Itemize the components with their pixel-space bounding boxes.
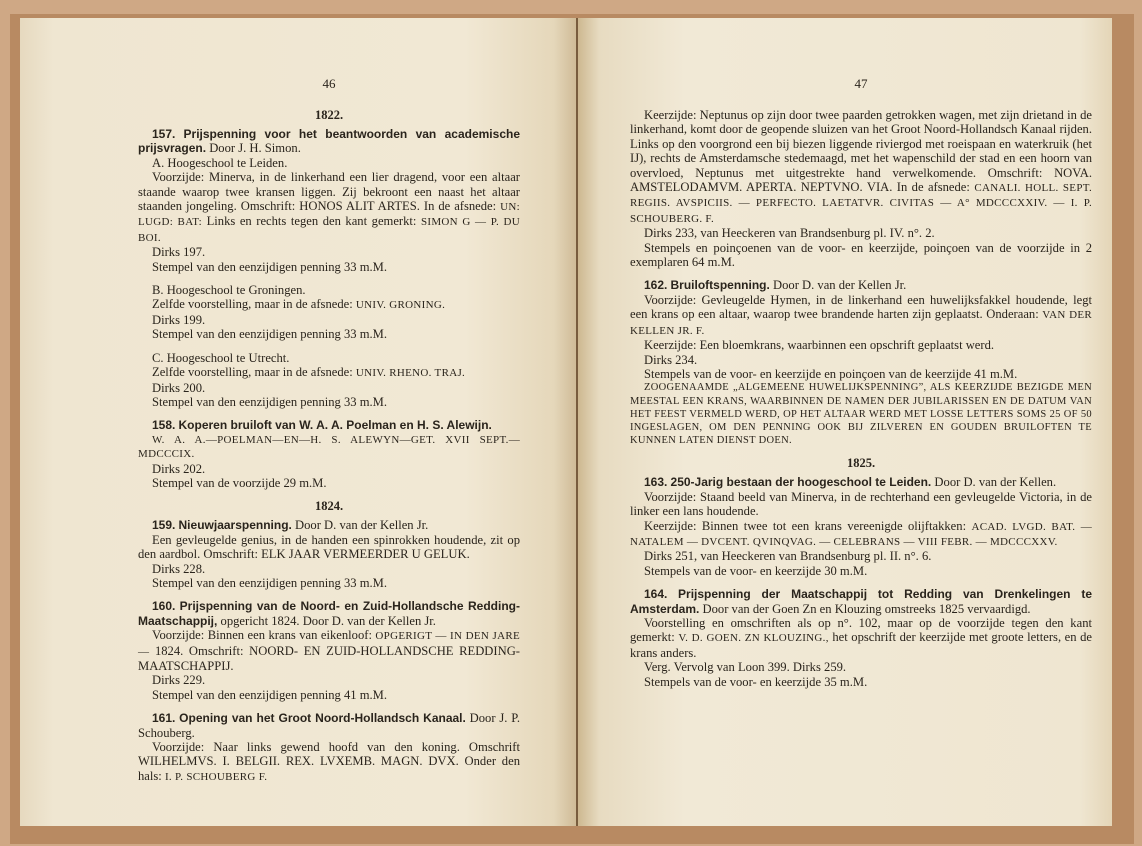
entry-signature: SIMON G — P. DU BOI. <box>138 216 520 244</box>
entry-obverse: Voorzijde: Naar links gewend hoofd van den koning. Omschrift WILHELMVS. I. BELGII. REX. LVXEMB. MAGN. DVX. Onder den hals: <box>138 740 520 783</box>
entry-exergue: UNIV. GRONING. <box>355 299 446 312</box>
entry-162 <box>630 278 1092 447</box>
entry-maker: Door J. H. Simon. <box>209 141 301 156</box>
entry-number: 158. <box>152 418 176 433</box>
entry-reference: Verg. Vervolg van Loon 399. Dirks 259. <box>644 660 847 675</box>
entry-number: 161. <box>152 711 176 726</box>
entry-signature: V. D. GOEN. ZN KLOUZING., <box>678 632 829 645</box>
entry-number: 163. <box>644 475 668 490</box>
year-heading: 1825. <box>846 456 876 471</box>
entry-inscription: OPGERIGT — IN DEN JARE — <box>138 630 520 658</box>
entry-157 <box>138 127 520 274</box>
entry-164 <box>630 587 1092 689</box>
entry-reverse: Keerzijde: Een bloemkrans, waarbinnen een opschrift geplaatst werd. <box>644 338 995 353</box>
entry-title: 250-Jarig bestaan der hoogeschool te Leiden. <box>670 475 932 490</box>
entry-number: 159. <box>152 518 176 533</box>
entry-die: Stempels van de voor- en keerzijde en poinçoen van de keerzijde 41 m.M. <box>644 366 1018 381</box>
entry-dirks: Dirks 228. <box>152 561 206 576</box>
entry-159 <box>138 518 520 590</box>
entry-text: 1824. Omschrift: NOORD- EN ZUID-HOLLANDSCHE REDDING-MAATSCHAPPIJ. <box>138 643 520 673</box>
entry-157c <box>138 351 520 410</box>
entry-maker: Door van der Goen Zn en Klouzing omstreeks 1825 vervaardigd. <box>702 601 1031 616</box>
entry-note: ZOOGENAAMDE „ALGEMEENE HUWELIJKSPENNING”, ALS KEERZIJDE BEZIGDE MEN MEESTAL EEN KRANS, WAARBINNEN DE NAMEN DER JUBILARISSEN EN DE DATUM VAN HET FEEST VERMELD WERD, OP HET ALTAAR WERD MET LOSSE LETTERS SOMS 25 OF 50 INGESLAGEN, OM DEN PENNING OOK BIJ ZILVEREN EN GOUDEN BRUILOFTEN TE KUNNEN LATEN DIENST DOEN. <box>630 382 1092 447</box>
entry-number: 157. <box>152 127 176 141</box>
entry-maker: Door D. van der Kellen Jr. <box>773 278 907 293</box>
entry-obverse: Voorzijde: Binnen een krans van eikenloof: <box>152 628 372 643</box>
entry-die: Stempel van den eenzijdigen penning 33 m.M. <box>152 394 388 409</box>
entry-maker: opgericht 1824. Door D. van der Kellen Jr. <box>220 613 436 628</box>
entry-title: Opening van het Groot Noord-Hollandsch Kanaal. <box>179 711 466 726</box>
entry-title: Koperen bruiloft van W. A. A. Poelman en H. S. Alewijn. <box>178 418 492 433</box>
entry-body: Een gevleugelde genius, in de handen een spinrokken houdende, zit op den aardbol. Omschrift: ELK JAAR VERMEERDER U GELUK. <box>138 532 520 562</box>
entry-title: Prijspenning van de Noord- en Zuid-Hollandsche Redding-Maatschappij, <box>138 599 520 628</box>
entry-title: Prijspenning voor het beantwoorden van academische prijsvragen. <box>138 127 520 156</box>
entry-161 <box>138 711 520 784</box>
entry-text: Zelfde voorstelling, maar in de afsnede: <box>152 297 353 312</box>
entry-dirks: Dirks 200. <box>152 380 206 395</box>
entry-163 <box>630 475 1092 578</box>
entry-dirks: Dirks 229. <box>152 673 206 688</box>
year-heading: 1822. <box>314 108 344 122</box>
right-page <box>578 18 1112 826</box>
entry-description: Voorstelling en omschriften als op n°. 102, maar op de voorzijde tegen den kant gemerkt: <box>630 615 1092 645</box>
entry-title: Nieuwjaarspenning. <box>178 518 292 533</box>
entry-title: Prijspenning der Maatschappij tot Redding van Drenkelingen te Amsterdam. <box>630 587 1093 616</box>
entry-160 <box>138 599 520 702</box>
entry-inscription: W. A. A.—POELMAN—EN—H. S. ALEWYN—GET. XVII SEPT.—MDCCCIX. <box>138 433 520 461</box>
entry-maker: Door D. van der Kellen Jr. <box>295 518 429 533</box>
entry-die: Stempels en poinçoenen van de voor- en keerzijde, poinçoen van de voorzijde in 2 exemplaren 64 m.M. <box>630 240 1092 270</box>
entry-signature: I. P. SCHOUBERG F. <box>164 770 268 783</box>
entry-die: Stempels van de voor- en keerzijde 30 m.M. <box>644 563 868 578</box>
entry-sub-a: A. Hoogeschool te Leiden. <box>152 155 288 170</box>
entry-dirks: Dirks 233, van Heeckeren van Brandsenburg pl. IV. n°. 2. <box>644 226 935 241</box>
entry-sub-c: C. Hoogeschool te Utrecht. <box>152 350 290 365</box>
entry-inscription: ACAD. LVGD. BAT. — NATALEM — DVCENT. QVINQVAG. — CELEBRANS — VIII FEBR. — MDCCCXXV. <box>630 520 1092 548</box>
entry-dirks: Dirks 197. <box>152 245 206 260</box>
entry-text: Links en rechts tegen den kant gemerkt: <box>206 214 417 229</box>
entry-maker: Door D. van der Kellen. <box>934 475 1057 490</box>
entry-reverse: Keerzijde: Binnen twee tot een krans vereenigde olijftakken: <box>644 518 967 533</box>
entry-die: Stempels van de voor- en keerzijde 35 m.M. <box>644 674 868 689</box>
entry-exergue: CANALI. HOLL. SEPT. REGIIS. AVSPICIIS. — PERFECTO. LAETATVR. CIVITAS — A° MDCCCXXIV. — I. P. SCHOUBERG. F. <box>630 182 1092 225</box>
entry-title: Bruiloftspenning. <box>670 278 770 293</box>
entry-dirks: Dirks 234. <box>644 352 698 367</box>
entry-exergue: UNIV. RHENO. TRAJ. <box>355 367 466 380</box>
entry-signature: VAN DER KELLEN JR. F. <box>630 309 1092 337</box>
entry-die: Stempel van den eenzijdigen penning 33 m.M. <box>152 327 388 342</box>
entry-158 <box>138 418 520 490</box>
entry-text: het opschrift der keerzijde met groote letters, en de krans anders. <box>630 630 1092 660</box>
entry-die: Stempel van den eenzijdigen penning 33 m.M. <box>152 259 388 274</box>
entry-number: 164. <box>644 587 668 602</box>
entry-dirks: Dirks 199. <box>152 312 206 327</box>
entry-157b <box>138 283 520 342</box>
entry-exergue: UN: LUGD: BAT: <box>138 201 520 229</box>
page-number: 46 <box>322 76 336 91</box>
year-heading: 1824. <box>314 499 344 514</box>
entry-maker: Door J. P. Schouberg. <box>138 711 520 740</box>
entry-obverse: Voorzijde: Gevleugelde Hymen, in de linkerhand een huwelijksfakkel houdende, legt een krans op een altaar, waarop twee brandende harten zijn geplaatst. Onderaan: <box>630 292 1092 322</box>
entry-die: Stempel van den eenzijdigen penning 33 m.M. <box>152 575 388 590</box>
entry-dirks: Dirks 202. <box>152 461 206 476</box>
left-page <box>20 18 576 826</box>
entry-number: 160. <box>152 599 176 614</box>
entry-die: Stempel van de voorzijde 29 m.M. <box>152 475 327 490</box>
entry-reverse: Keerzijde: Neptunus op zijn door twee paarden getrokken wagen, met zijn drietand in de linkerhand, komt door de geopende sluizen van het Groot Noord-Hollandsch Kanaal rijden. Links op den voorgrond een bij biezen liggende riviergod met roeispaan en waterkruik (het IJ), rechts de Amsterdamsche stedemaagd, met het wapenschild der stad en een hoorn van overvloed, Neptunus met uitgestrekte hand verwelkomende. Omschrift: NOVA. AMSTELODAMVM. APERTA. NEPTVNO. VIA. In de afsnede: <box>630 108 1092 195</box>
entry-number: 162. <box>644 278 668 293</box>
entry-obverse: Voorzijde: Minerva, in de linkerhand een lier dragend, voor een altaar staande waarop twee kransen liggen. Zij bekroont een naast het altaar staanden jongeling. Omschrift: HONOS ALIT ARTES. In de afsnede: <box>138 170 520 214</box>
entry-text: Zelfde voorstelling, maar in de afsnede: <box>152 365 353 380</box>
entry-obverse: Voorzijde: Staand beeld van Minerva, in de rechterhand een gevleugelde Victoria, in de linker een lans houdende. <box>630 489 1092 519</box>
entry-dirks: Dirks 251, van Heeckeren van Brandsenburg pl. II. n°. 6. <box>644 549 932 564</box>
entry-sub-b: B. Hoogeschool te Groningen. <box>152 283 306 298</box>
entry-die: Stempel van den eenzijdigen penning 41 m.M. <box>152 687 388 702</box>
page-number: 47 <box>854 76 868 91</box>
entry-161-continued <box>630 108 1092 269</box>
